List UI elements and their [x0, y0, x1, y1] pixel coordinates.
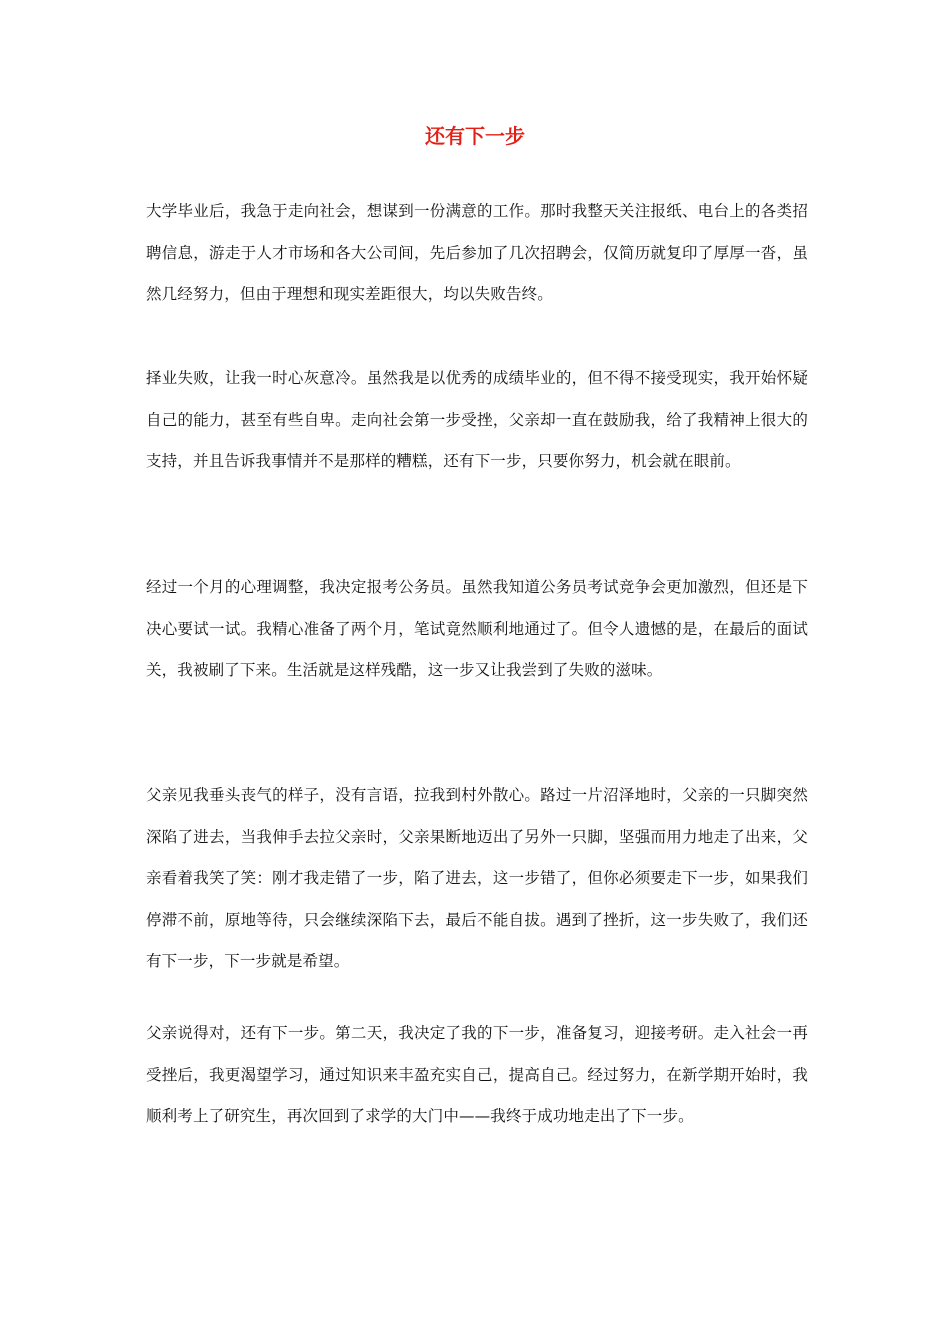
paragraph-2: 择业失败，让我一时心灰意冷。虽然我是以优秀的成绩毕业的，但不得不接受现实，我开始怀疑自己的能力，甚至有些自卑。走向社会第一步受挫，父亲却一直在鼓励我，给了我精神上很大的支持，并且告诉我事情并不是那样的糟糕，还有下一步，只要你努力，机会就在眼前。	[146, 369, 808, 470]
document-title: 还有下一步	[425, 124, 525, 148]
paragraph-5: 父亲说得对，还有下一步。第二天，我决定了我的下一步，准备复习，迎接考研。走入社会一再受挫后，我更渴望学习，通过知识来丰盈充实自己，提高自己。经过努力，在新学期开始时，我顺利考上了研究生，再次回到了求学的大门中——我终于成功地走出了下一步。	[146, 1024, 808, 1125]
paragraph-3: 经过一个月的心理调整，我决定报考公务员。虽然我知道公务员考试竞争会更加激烈，但还是下决心要试一试。我精心准备了两个月，笔试竟然顺利地通过了。但令人遗憾的是，在最后的面试关，我被刷了下来。生活就是这样残酷，这一步又让我尝到了失败的滋味。	[146, 578, 808, 679]
paragraph-1: 大学毕业后，我急于走向社会，想谋到一份满意的工作。那时我整天关注报纸、电台上的各类招聘信息，游走于人才市场和各大公司间，先后参加了几次招聘会，仅简历就复印了厚厚一沓，虽然几经努力，但由于理想和现实差距很大，均以失败告终。	[146, 202, 808, 303]
paragraph-4: 父亲见我垂头丧气的样子，没有言语，拉我到村外散心。路过一片沼泽地时，父亲的一只脚突然深陷了进去，当我伸手去拉父亲时，父亲果断地迈出了另外一只脚，坚强而用力地走了出来，父亲看着我笑了笑：刚才我走错了一步，陷了进去，这一步错了，但你必须要走下一步，如果我们停滞不前，原地等待，只会继续深陷下去，最后不能自拔。遇到了挫折，这一步失败了，我们还有下一步，下一步就是希望。	[146, 786, 808, 970]
